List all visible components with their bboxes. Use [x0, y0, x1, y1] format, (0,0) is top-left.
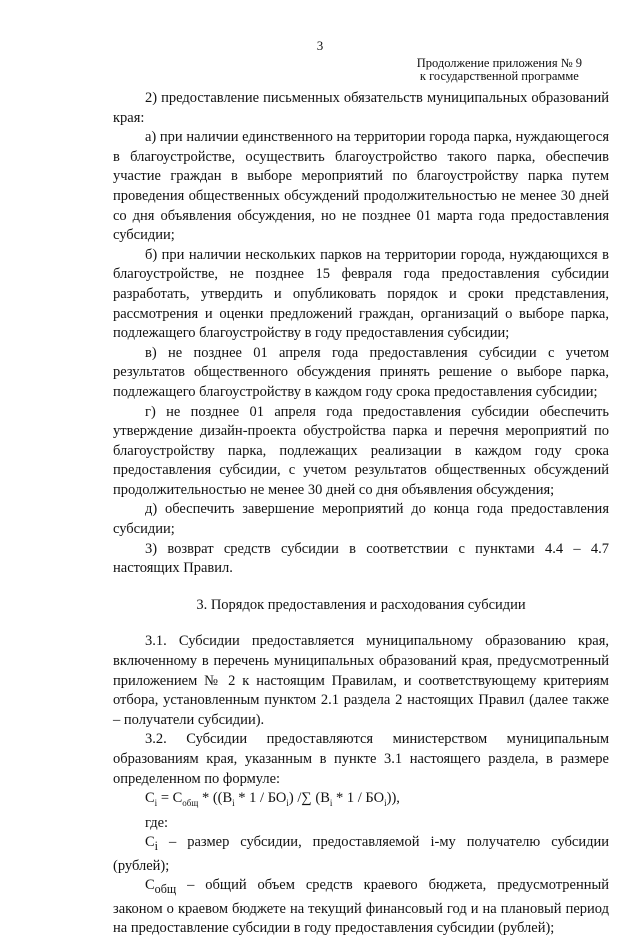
paragraph-subitem-b: б) при наличии нескольких парков на территории города, нуждающихся в благоустройстве, не позднее 15 февраля года предоставления субсидии разработать, утвердить и опубликовать порядок и сроки представления, рассмотрения и оценки предложений граждан, организаций о выборе парка, подлежащего благоустройству в году предоставления субсидии; [113, 246, 609, 342]
paragraph-item-2: 2) предоставление письменных обязательств муниципальных образований края: [113, 90, 609, 126]
definition-ci [113, 833, 609, 876]
formula-ci-sub: i [154, 798, 158, 809]
formula-b2-sub: i [329, 798, 333, 809]
paragraph-item-3: 3) возврат средств субсидии в соответствии с пунктами 4.4 – 4.7 настоящих Правил. [113, 540, 609, 577]
appendix-header-line-2: к государственной программе [419, 69, 579, 83]
definition-ctotal [113, 876, 609, 939]
definition-ctotal-symbol: C [145, 877, 155, 894]
definition-ctotal-symbol-sub: общ [154, 882, 177, 897]
formula-part-4: * 1 / БО [332, 790, 385, 807]
definition-ci-symbol: C [145, 834, 155, 851]
appendix-header [417, 57, 582, 83]
definition-ci-text: – размер субсидии, предоставляемой i-му получателю субсидии (рублей); [113, 834, 609, 874]
where-label: где: [145, 814, 169, 831]
formula-part-5: )), [386, 790, 400, 807]
formula-eq: = C [157, 790, 183, 807]
formula-total-sub: общ [182, 798, 199, 809]
paragraph-subitem-g: г) не позднее 01 апреля года предоставления субсидии обеспечить утверждение дизайн-проекта обустройства парка и перечня мероприятий по благоустройству парка, подлежащих реализации в каждом году срока предоставления субсидии, с учетом результатов общественных обсуждений продолжительностью не менее 30 дней со дня объявления обсуждения; [113, 403, 609, 498]
formula-bo2-sub: i [384, 798, 387, 809]
paragraph-subitem-v: в) не позднее 01 апреля года предоставления субсидии с учетом результатов общественного обсуждения принять решение о выборе парка, подлежащего благоустройству в каждом году срока предоставления субсидии; [113, 344, 609, 400]
definition-ci-symbol-sub: i [154, 839, 159, 854]
paragraph-3-2: 3.2. Субсидии предоставляются министерством муниципальным образованиям края, указанным в пункте 3.1 настоящего раздела, в размере определенном по формуле: [113, 731, 609, 787]
formula-part-3: ) /∑ (B [288, 790, 330, 807]
definition-ctotal-text: – общий объем средств краевого бюджета, предусмотренный законом о краевом бюджете на текущий финансовый год и на плановый период на предоставление субсидии в году предоставления субсидии (рублей); [113, 877, 609, 937]
subsidy-formula [113, 789, 609, 813]
formula-part-1: * ((B [198, 790, 233, 807]
appendix-header-line-1: Продолжение приложения № 9 [416, 56, 582, 70]
page-number: 3 [316, 38, 324, 53]
paragraph-subitem-a: а) при наличии единственного на территории города парка, нуждающегося в благоустройстве, осуществить благоустройство такого парка, обеспечив участие граждан в выборе мероприятий по благоустройству парка путем проведения общественных обсуждений продолжительностью не менее 30 дней со дня объявления обсуждения, но не позднее 01 марта года предоставления субсидии; [113, 129, 609, 244]
section-title: 3. Порядок предоставления и расходования субсидии [196, 596, 526, 613]
paragraph-subitem-d: д) обеспечить завершение мероприятий до конца года предоставления субсидии; [113, 501, 609, 538]
formula-b-sub: i [232, 798, 235, 809]
paragraph-3-1: 3.1. Субсидии предоставляется муниципальному образованию края, включенному в перечень муниципальных образований края, предусмотренный приложением № 2 к настоящим Правилам, и соответствующему критериям отбора, установленным пунктом 2.1 раздела 2 настоящих Правил (далее также – получатели субсидии). [113, 633, 609, 728]
formula-bo-sub: i [286, 798, 289, 809]
document-body [113, 89, 609, 939]
formula-part-2: * 1 / БО [234, 790, 287, 807]
formula-ci: C [145, 790, 155, 807]
